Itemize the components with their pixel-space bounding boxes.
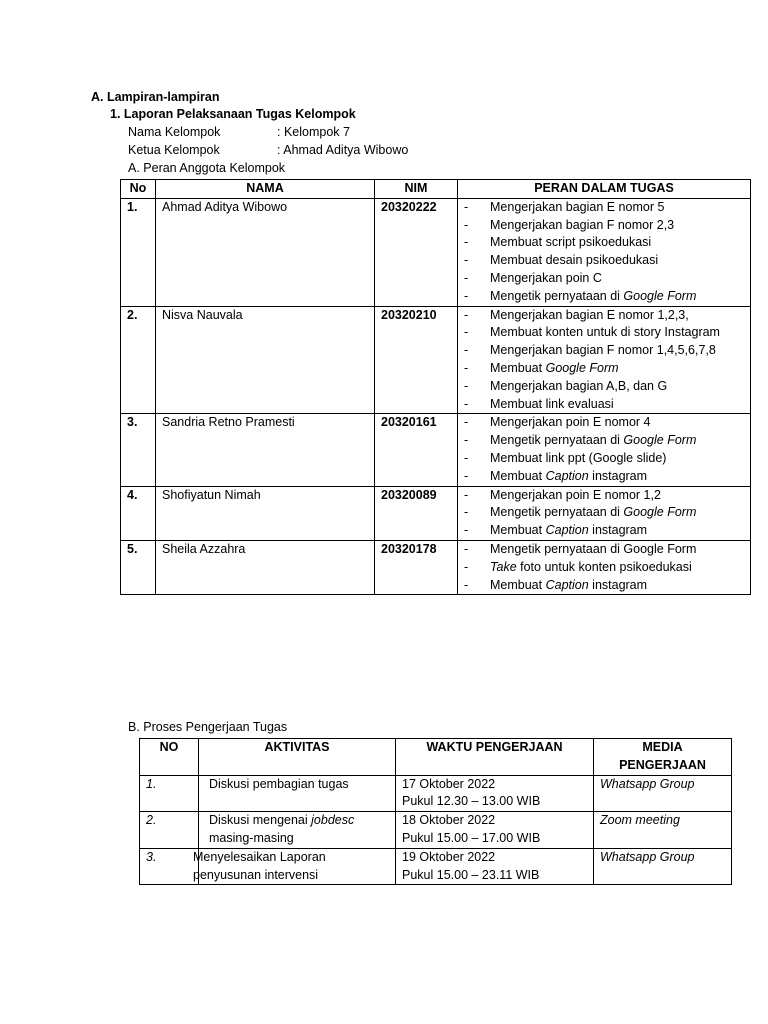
role-text: instagram [588, 523, 648, 538]
role-item [458, 432, 744, 450]
row-tanggal: 18 Oktober 2022 [402, 813, 496, 828]
role-emphasis: Google Form [623, 288, 697, 303]
role-item: - Mengerjakan poin E nomor 4 [458, 414, 744, 432]
role-emphasis: Google Form [545, 360, 619, 375]
row-nim: 20320089 [375, 486, 458, 540]
role-item: - Mengerjakan bagian F nomor 1,4,5,6,7,8 [458, 342, 744, 360]
role-emphasis: Take [490, 559, 517, 574]
role-text: instagram [588, 468, 648, 483]
label-ketua-kelompok: Ketua Kelompok [128, 143, 220, 157]
row-nim: 20320161 [375, 414, 458, 486]
row-roles [458, 306, 751, 414]
row-no: 2. [121, 306, 156, 414]
role-emphasis: Caption [545, 577, 589, 592]
row-no: 5. [121, 540, 156, 594]
heading-laporan: 1. Laporan Pelaksanaan Tugas Kelompok [110, 107, 356, 121]
row-aktivitas-line: masing-masing [209, 830, 294, 845]
row-pukul: Pukul 12.30 – 13.00 WIB [402, 794, 541, 809]
table-row [121, 306, 751, 414]
role-item: - Mengerjakan poin E nomor 1,2 [458, 487, 744, 505]
row-aktivitas-line: penyusunan intervensi [193, 867, 319, 882]
header-aktivitas: AKTIVITAS [199, 739, 396, 776]
row-nim: 20320222 [375, 198, 458, 306]
row-waktu [396, 775, 594, 812]
role-item: - Membuat script psikoedukasi [458, 234, 744, 252]
role-item [458, 504, 744, 522]
table-row [140, 848, 732, 885]
row-tanggal: 17 Oktober 2022 [402, 776, 496, 791]
table-row [121, 486, 751, 540]
role-item: - Mengerjakan bagian F nomor 2,3 [458, 217, 744, 235]
role-item: - Mengerjakan bagian E nomor 5 [458, 199, 744, 217]
value-ketua-kelompok: : Ahmad Aditya Wibowo [277, 143, 409, 157]
row-nama: Sheila Azzahra [156, 540, 375, 594]
row-no: 1. [121, 198, 156, 306]
row-media: Whatsapp Group [594, 848, 732, 885]
row-aktivitas-text: Diskusi mengenai [209, 813, 312, 828]
header-no: NO [140, 739, 199, 776]
role-item [458, 559, 744, 577]
role-text: instagram [588, 577, 648, 592]
row-aktivitas [193, 848, 396, 885]
role-emphasis: Google Form [623, 433, 697, 448]
row-no: 2. [140, 812, 199, 849]
role-item [458, 522, 744, 540]
table-header-row [140, 739, 732, 776]
row-no: 3. [121, 414, 156, 486]
row-pukul: Pukul 15.00 – 23.11 WIB [402, 867, 540, 882]
header-peran: PERAN DALAM TUGAS [458, 180, 751, 199]
header-no: No [121, 180, 156, 199]
header-waktu: WAKTU PENGERJAAN [396, 739, 594, 776]
row-roles [458, 540, 751, 594]
role-text: Mengetik pernyataan di [490, 288, 624, 303]
role-item [458, 577, 744, 595]
peran-table [120, 179, 751, 595]
table-row [140, 775, 732, 812]
role-item: - Membuat konten untuk di story Instagram [458, 324, 744, 342]
row-no: 1. [140, 775, 199, 812]
table-row [121, 198, 751, 306]
row-no: 3. [140, 848, 199, 885]
heading-lampiran: A. Lampiran-lampiran [91, 90, 220, 104]
row-roles [458, 486, 751, 540]
row-nim: 20320178 [375, 540, 458, 594]
row-aktivitas-line: Menyelesaikan Laporan [193, 849, 326, 864]
row-aktivitas [199, 812, 396, 849]
section-proses: B. Proses Pengerjaan Tugas [128, 720, 288, 734]
row-nama: Sandria Retno Pramesti [156, 414, 375, 486]
row-pukul: Pukul 15.00 – 17.00 WIB [402, 830, 541, 845]
row-waktu [396, 812, 594, 849]
role-text: Membuat [490, 523, 546, 538]
header-media: MEDIA PENGERJAAN [594, 739, 732, 776]
role-text: Mengetik pernyataan di [490, 433, 624, 448]
role-emphasis: Google Form [623, 505, 697, 520]
role-text: foto untuk konten psikoedukasi [516, 559, 692, 574]
role-item [458, 288, 744, 306]
section-peran: A. Peran Anggota Kelompok [128, 161, 286, 175]
value-nama-kelompok: : Kelompok 7 [277, 125, 350, 139]
role-emphasis: Caption [545, 468, 589, 483]
role-item: - Mengerjakan bagian A,B, dan G [458, 378, 744, 396]
role-text: Membuat [490, 360, 546, 375]
role-item: - Mengerjakan bagian E nomor 1,2,3, [458, 307, 744, 325]
role-item: - Membuat desain psikoedukasi [458, 252, 744, 270]
header-nim: NIM [375, 180, 458, 199]
proses-table [139, 738, 732, 885]
row-roles [458, 198, 751, 306]
role-item [458, 468, 744, 486]
label-nama-kelompok: Nama Kelompok [128, 125, 221, 139]
role-item: - Membuat link ppt (Google slide) [458, 450, 744, 468]
role-item [458, 360, 744, 378]
role-emphasis: Caption [545, 523, 589, 538]
row-tanggal: 19 Oktober 2022 [402, 849, 496, 864]
row-nama: Nisva Nauvala [156, 306, 375, 414]
row-aktivitas-line [209, 812, 389, 830]
row-no: 4. [121, 486, 156, 540]
row-media: Whatsapp Group [594, 775, 732, 812]
row-media: Zoom meeting [594, 812, 732, 849]
role-item: - Mengetik pernyataan di Google Form [458, 541, 744, 559]
role-text: Mengetik pernyataan di [490, 505, 624, 520]
role-text: Membuat [490, 577, 546, 592]
row-aktivitas: Diskusi pembagian tugas [199, 775, 396, 812]
row-nim: 20320210 [375, 306, 458, 414]
table-row [121, 414, 751, 486]
table-row [140, 812, 732, 849]
role-item: - Membuat link evaluasi [458, 396, 744, 414]
row-aktivitas-emphasis: jobdesc [311, 813, 355, 828]
header-nama: NAMA [156, 180, 375, 199]
row-nama: Ahmad Aditya Wibowo [156, 198, 375, 306]
row-nama: Shofiyatun Nimah [156, 486, 375, 540]
role-item: - Mengerjakan poin C [458, 270, 744, 288]
role-text: Membuat [490, 468, 546, 483]
row-waktu [396, 848, 594, 885]
row-roles [458, 414, 751, 486]
table-header-row [121, 180, 751, 199]
table-row [121, 540, 751, 594]
